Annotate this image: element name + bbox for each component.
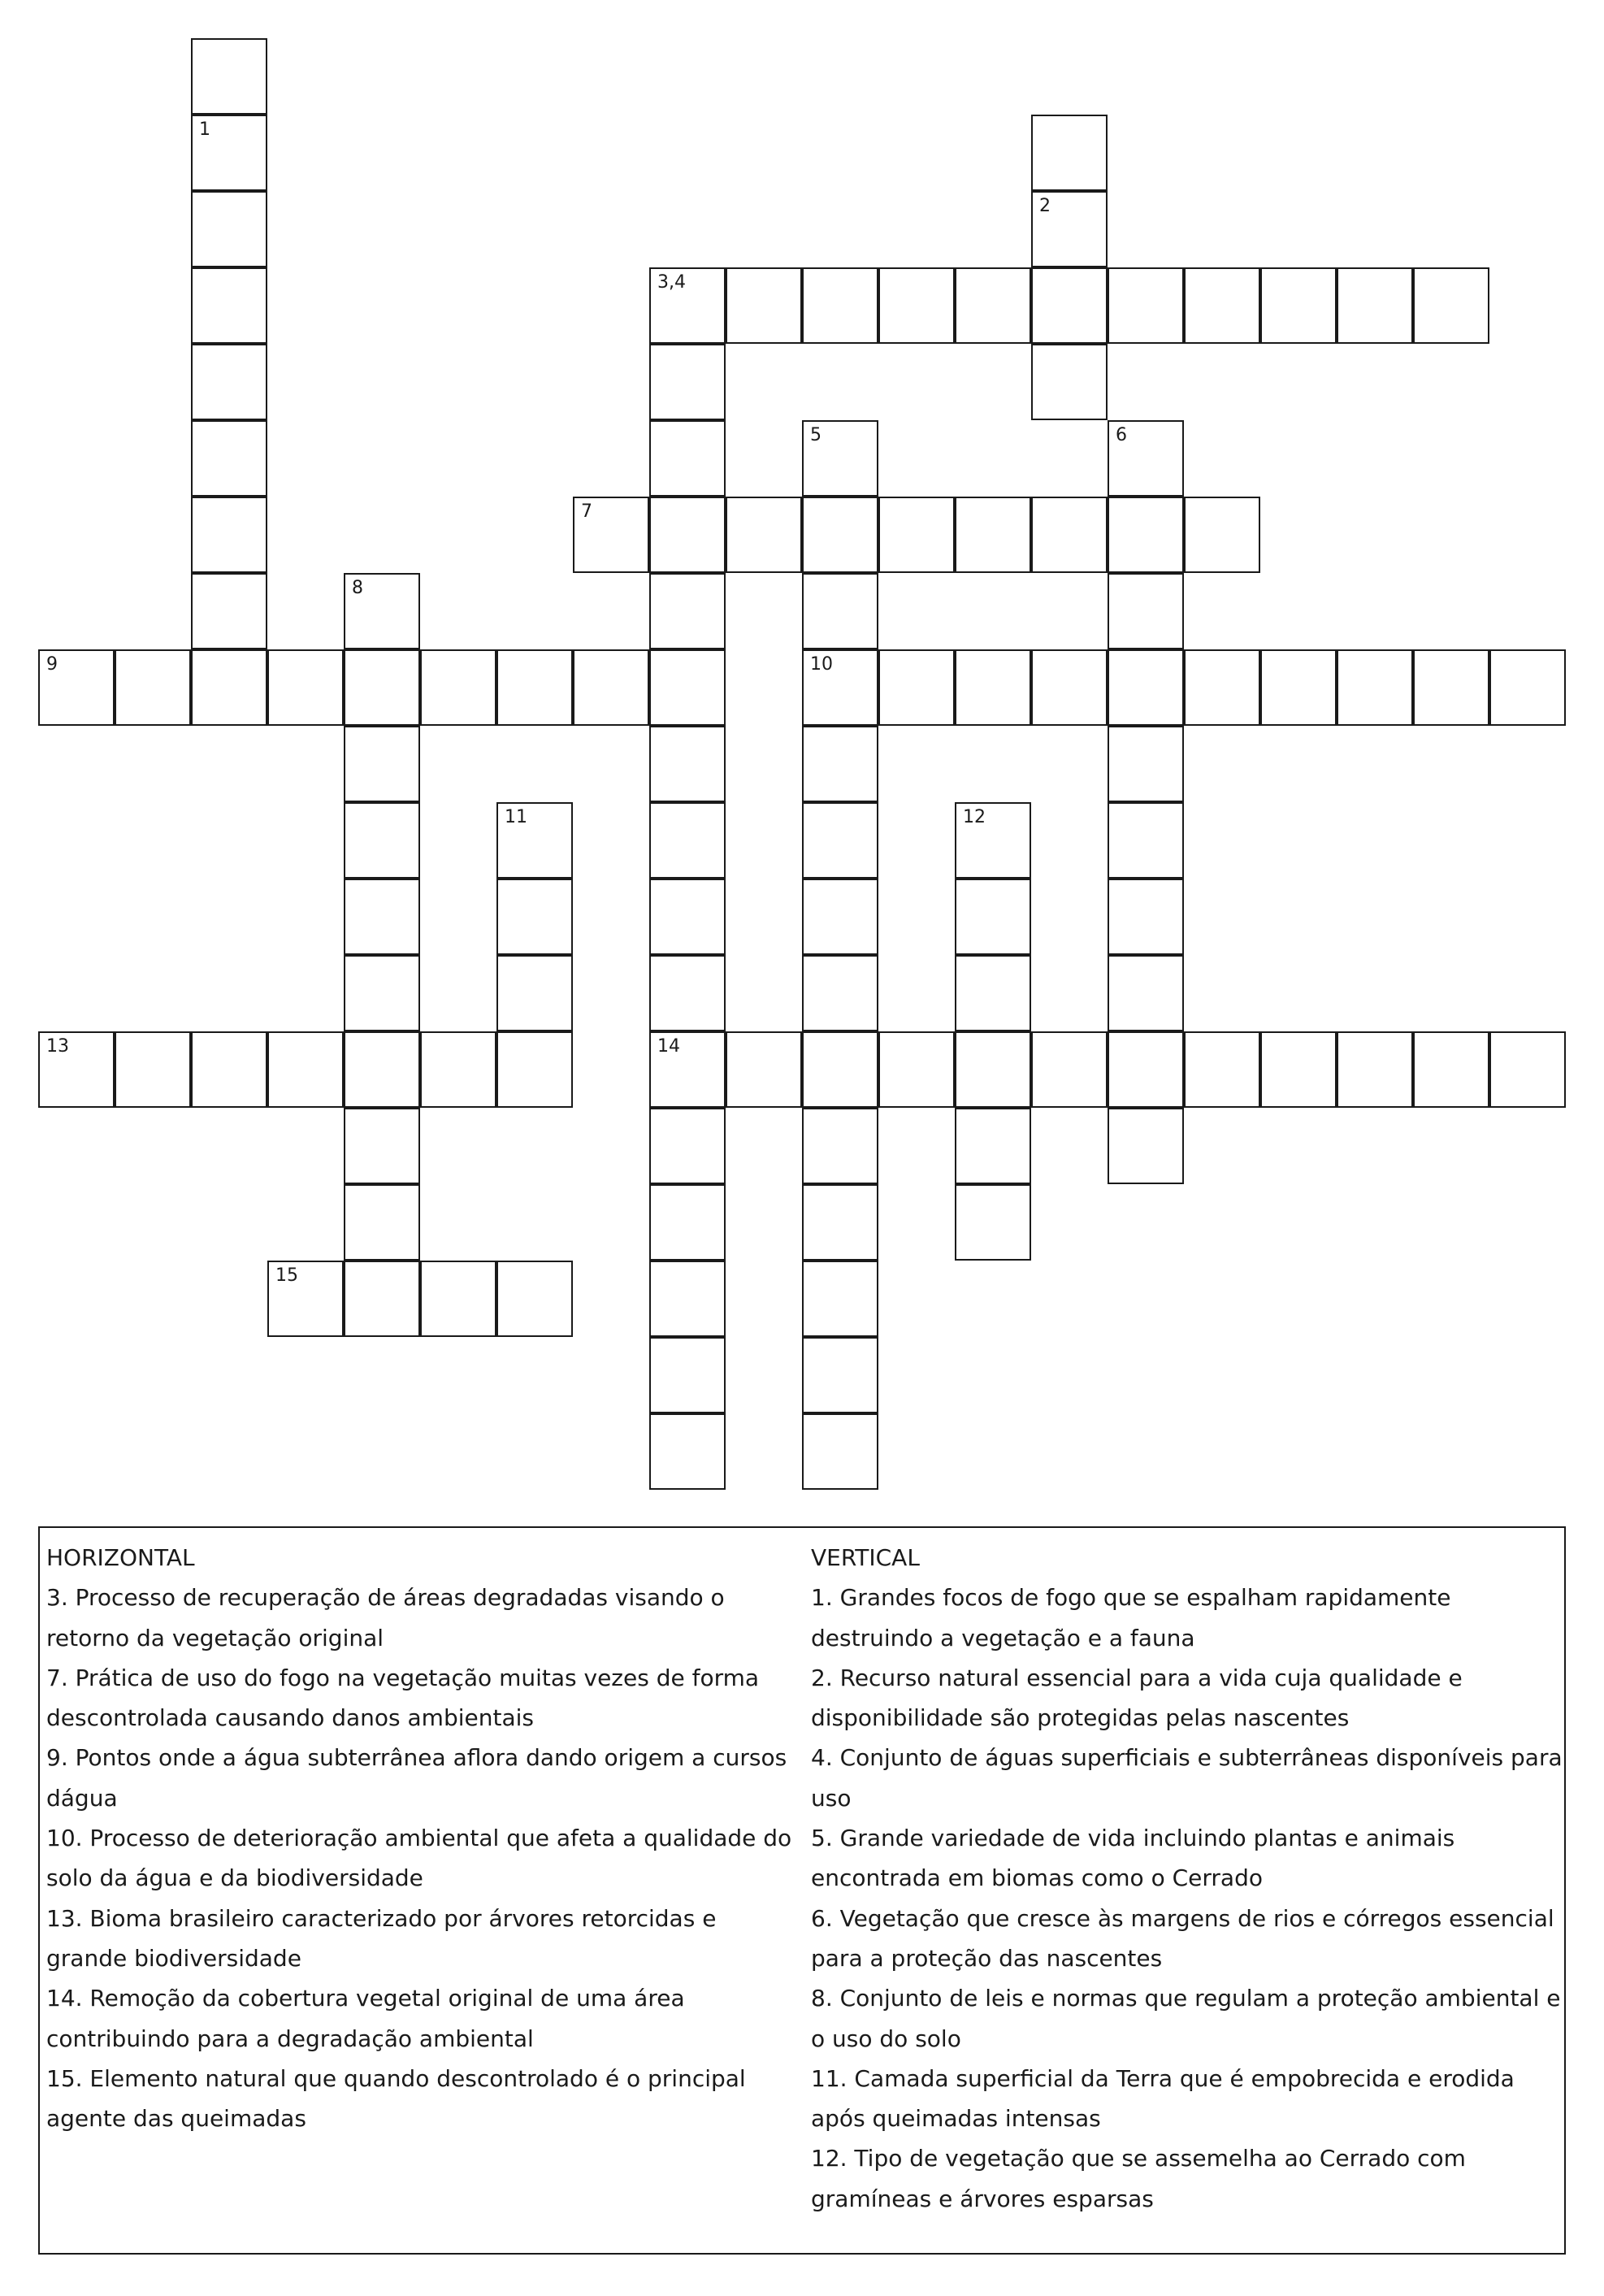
grid-cell[interactable]	[649, 955, 726, 1031]
grid-cell[interactable]	[1031, 649, 1108, 726]
grid-cell[interactable]	[267, 1031, 344, 1108]
grid-cell[interactable]	[420, 1031, 496, 1108]
grid-cell[interactable]	[496, 1261, 573, 1337]
grid-cell[interactable]	[1031, 1031, 1108, 1108]
clue-number: 7	[581, 501, 592, 522]
grid-cell[interactable]	[878, 649, 955, 726]
grid-cell[interactable]	[802, 1031, 878, 1108]
grid-cell[interactable]	[191, 267, 267, 344]
grid-cell[interactable]	[344, 1108, 420, 1184]
grid-cell[interactable]	[649, 420, 726, 497]
grid-cell[interactable]	[1108, 802, 1184, 879]
grid-cell[interactable]	[802, 1413, 878, 1490]
grid-cell[interactable]	[1260, 267, 1337, 344]
grid-cell[interactable]	[726, 1031, 802, 1108]
grid-cell[interactable]	[878, 1031, 955, 1108]
grid-cell[interactable]	[1108, 420, 1184, 497]
grid-cell[interactable]	[1413, 649, 1489, 726]
grid-cell[interactable]	[496, 802, 573, 879]
clue-number: 10	[810, 654, 833, 675]
grid-cell[interactable]	[802, 420, 878, 497]
grid-cell[interactable]	[191, 38, 267, 115]
grid-cell[interactable]	[191, 344, 267, 420]
grid-cell[interactable]	[802, 1184, 878, 1261]
grid-cell[interactable]	[344, 802, 420, 879]
clue-across-13: 13. Bioma brasileiro caracterizado por árvores retorcidas e grande biodiversidade	[46, 1904, 717, 1972]
grid-cell[interactable]	[344, 726, 420, 802]
grid-cell[interactable]	[649, 1413, 726, 1490]
grid-cell[interactable]	[802, 1108, 878, 1184]
grid-cell[interactable]	[649, 267, 726, 344]
clue-number: 12	[963, 807, 986, 827]
grid-cell[interactable]	[955, 1031, 1031, 1108]
clue-number: 2	[1039, 196, 1051, 216]
grid-cell[interactable]	[726, 497, 802, 573]
grid-cell[interactable]	[191, 573, 267, 649]
grid-cell[interactable]	[802, 267, 878, 344]
clue-across-3: 3. Processo de recuperação de áreas degradadas visando o retorno da vegetação original	[46, 1584, 725, 1651]
grid-cell[interactable]	[649, 1337, 726, 1413]
grid-cell[interactable]	[1108, 573, 1184, 649]
grid-cell[interactable]	[1337, 267, 1413, 344]
grid-cell[interactable]	[802, 573, 878, 649]
grid-cell[interactable]	[955, 802, 1031, 879]
grid-cell[interactable]	[496, 649, 573, 726]
grid-cell[interactable]	[955, 649, 1031, 726]
clue-across-7: 7. Prática de uso do fogo na vegetação muitas vezes de forma descontrolada causando danos ambientais	[46, 1664, 760, 1732]
grid-cell[interactable]	[496, 879, 573, 955]
grid-cell[interactable]	[1031, 115, 1108, 191]
clue-down-4: 4. Conjunto de águas superficiais e subterrâneas disponíveis para uso	[811, 1744, 1563, 1812]
grid-cell[interactable]	[955, 267, 1031, 344]
clue-number: 11	[505, 807, 527, 827]
grid-cell[interactable]	[1260, 649, 1337, 726]
grid-cell[interactable]	[344, 1261, 420, 1337]
horizontal-clues	[46, 1538, 802, 2138]
grid-cell[interactable]	[573, 649, 649, 726]
grid-cell[interactable]	[649, 344, 726, 420]
grid-cell[interactable]	[802, 649, 878, 726]
grid-cell[interactable]	[38, 1031, 115, 1108]
clue-number: 13	[46, 1036, 69, 1057]
clue-down-1: 1. Grandes focos de fogo que se espalham rapidamente destruindo a vegetação e a fauna	[811, 1584, 1451, 1651]
grid-cell[interactable]	[1108, 649, 1184, 726]
grid-cell[interactable]	[1184, 497, 1260, 573]
grid-cell[interactable]	[1337, 649, 1413, 726]
clue-across-14: 14. Remoção da cobertura vegetal original de uma área contribuindo para a degradação ambiental	[46, 1985, 685, 2052]
grid-cell[interactable]	[878, 267, 955, 344]
grid-cell[interactable]	[955, 497, 1031, 573]
grid-cell[interactable]	[1031, 267, 1108, 344]
grid-cell[interactable]	[1108, 267, 1184, 344]
grid-cell[interactable]	[955, 879, 1031, 955]
grid-cell[interactable]	[1108, 497, 1184, 573]
clue-number: 6	[1116, 425, 1127, 445]
grid-cell[interactable]	[191, 420, 267, 497]
grid-cell[interactable]	[649, 726, 726, 802]
clue-number: 5	[810, 425, 822, 445]
grid-cell[interactable]	[802, 497, 878, 573]
grid-cell[interactable]	[1108, 879, 1184, 955]
clue-down-5: 5. Grande variedade de vida incluindo plantas e animais encontrada em biomas como o Cerrado	[811, 1825, 1455, 1892]
grid-cell[interactable]	[1108, 1108, 1184, 1184]
grid-cell[interactable]	[344, 879, 420, 955]
clue-down-11: 11. Camada superficial da Terra que é empobrecida e erodida após queimadas intensas	[811, 2064, 1515, 2133]
grid-cell[interactable]	[1031, 191, 1108, 267]
grid-cell[interactable]	[1413, 267, 1489, 344]
grid-cell[interactable]	[496, 1031, 573, 1108]
grid-cell[interactable]	[1108, 955, 1184, 1031]
grid-cell[interactable]	[191, 115, 267, 191]
clue-number: 14	[657, 1036, 680, 1057]
grid-cell[interactable]	[649, 1031, 726, 1108]
grid-cell[interactable]	[38, 649, 115, 726]
grid-cell[interactable]	[726, 267, 802, 344]
grid-cell[interactable]	[1260, 1031, 1337, 1108]
grid-cell[interactable]	[1184, 649, 1260, 726]
clue-number: 8	[352, 578, 363, 598]
grid-cell[interactable]	[573, 497, 649, 573]
grid-cell[interactable]	[955, 1184, 1031, 1261]
grid-cell[interactable]	[649, 879, 726, 955]
clue-down-6: 6. Vegetação que cresce às margens de rios e córregos essencial para a proteção das nascentes	[811, 1904, 1554, 1972]
grid-cell[interactable]	[802, 879, 878, 955]
grid-cell[interactable]	[649, 1184, 726, 1261]
clue-across-9: 9. Pontos onde a água subterrânea aflora dando origem a cursos dágua	[46, 1744, 787, 1812]
grid-cell[interactable]	[191, 191, 267, 267]
clue-number: 15	[275, 1265, 298, 1286]
grid-cell[interactable]	[344, 1184, 420, 1261]
grid-cell[interactable]	[191, 649, 267, 726]
clue-down-8: 8. Conjunto de leis e normas que regulam a proteção ambiental e o uso do solo	[811, 1985, 1561, 2052]
clue-down-2: 2. Recurso natural essencial para a vida cuja qualidade e disponibilidade são protegidas pelas nascentes	[811, 1664, 1463, 1732]
horizontal-heading: HORIZONTAL	[46, 1544, 195, 1571]
grid-cell[interactable]	[191, 1031, 267, 1108]
clue-number: 1	[199, 119, 210, 140]
grid-cell[interactable]	[1031, 344, 1108, 420]
vertical-clues	[811, 1538, 1563, 2219]
grid-cell[interactable]	[191, 497, 267, 573]
grid-cell[interactable]	[802, 955, 878, 1031]
grid-cell[interactable]	[344, 1031, 420, 1108]
grid-cell[interactable]	[649, 649, 726, 726]
clue-across-10: 10. Processo de deterioração ambiental que afeta a qualidade do solo da água e da biodiversidade	[46, 1825, 792, 1892]
grid-cell[interactable]	[1108, 726, 1184, 802]
grid-cell[interactable]	[1489, 649, 1566, 726]
grid-cell[interactable]	[1184, 267, 1260, 344]
clue-number: 9	[46, 654, 58, 675]
grid-cell[interactable]	[955, 1108, 1031, 1184]
grid-cell[interactable]	[649, 1261, 726, 1337]
vertical-heading: VERTICAL	[811, 1544, 920, 1571]
grid-cell[interactable]	[115, 649, 191, 726]
grid-cell[interactable]	[1184, 1031, 1260, 1108]
clue-down-12: 12. Tipo de vegetação que se assemelha ao Cerrado com gramíneas e árvores esparsas	[811, 2145, 1466, 2212]
grid-cell[interactable]	[1108, 1031, 1184, 1108]
grid-cell[interactable]	[1489, 1031, 1566, 1108]
clues-box	[38, 1526, 1566, 2255]
grid-cell[interactable]	[496, 955, 573, 1031]
clue-across-15: 15. Elemento natural que quando descontrolado é o principal agente das queimadas	[46, 2064, 746, 2133]
grid-cell[interactable]	[802, 1261, 878, 1337]
grid-cell[interactable]	[649, 497, 726, 573]
grid-cell[interactable]	[267, 649, 344, 726]
grid-cell[interactable]	[420, 649, 496, 726]
grid-cell[interactable]	[649, 802, 726, 879]
grid-cell[interactable]	[802, 1337, 878, 1413]
grid-cell[interactable]	[649, 573, 726, 649]
grid-cell[interactable]	[1337, 1031, 1413, 1108]
grid-cell[interactable]	[955, 955, 1031, 1031]
grid-cell[interactable]	[420, 1261, 496, 1337]
clue-number: 3,4	[657, 272, 686, 293]
grid-cell[interactable]	[344, 955, 420, 1031]
grid-cell[interactable]	[878, 497, 955, 573]
grid-cell[interactable]	[344, 649, 420, 726]
grid-cell[interactable]	[649, 1108, 726, 1184]
grid-cell[interactable]	[344, 573, 420, 649]
grid-cell[interactable]	[1413, 1031, 1489, 1108]
grid-cell[interactable]	[802, 726, 878, 802]
grid-cell[interactable]	[1031, 497, 1108, 573]
grid-cell[interactable]	[115, 1031, 191, 1108]
grid-cell[interactable]	[802, 802, 878, 879]
grid-cell[interactable]	[267, 1261, 344, 1337]
